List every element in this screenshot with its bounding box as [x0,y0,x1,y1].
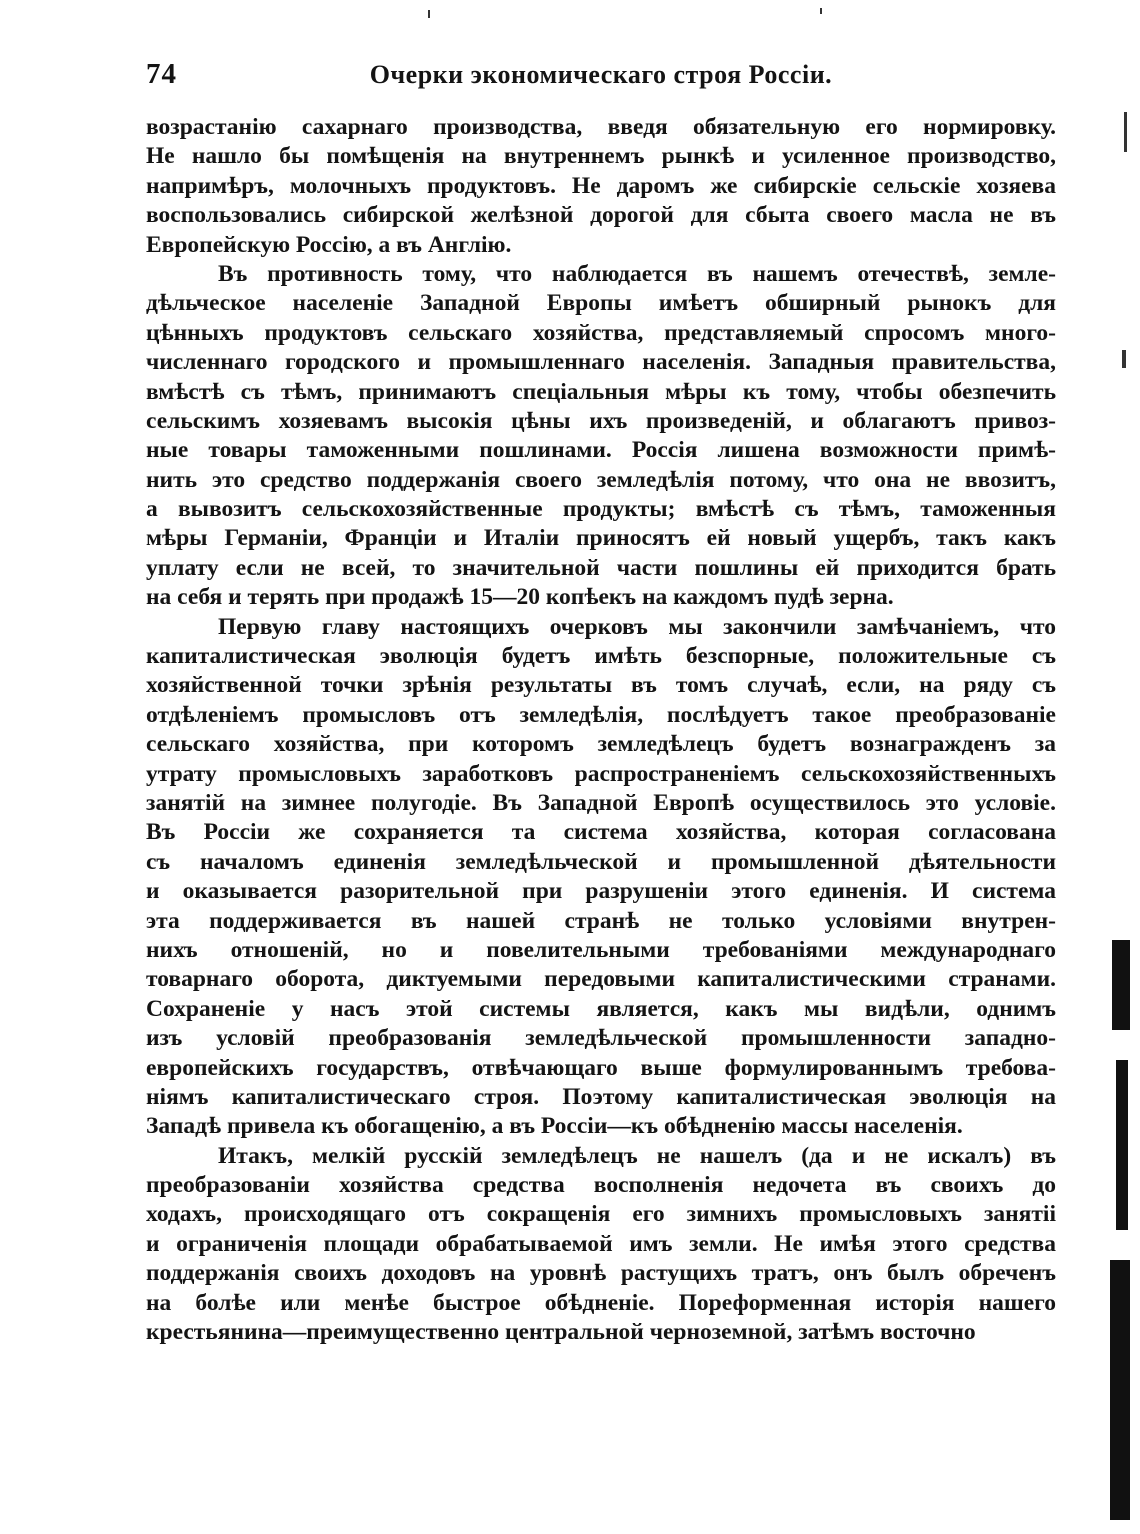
scan-speck [428,10,430,18]
text-line: на себя и терять при продажѣ 15—20 копѣекъ на каждомъ пудѣ зерна. [146,584,894,611]
text-line: утрату промысловыхъ заработковъ распространеніемъ сельскохозяйственныхъ [146,760,1056,787]
text-line: дѣльческое населеніе Западной Европы имѣетъ обширный рынокъ для [146,290,1056,317]
paragraph [146,613,1056,1142]
text-line: ніямъ капиталистическаго строя. Поэтому капиталистическая эволюція на [146,1083,1056,1110]
text-line: вмѣстѣ съ тѣмъ, принимаютъ спеціальныя мѣры къ тому, чтобы обезпечить [146,378,1056,405]
text-line: ходахъ, происходящаго отъ сокращенія его зимнихъ промысловыхъ занятіі [146,1201,1056,1228]
text-line: уплату если не всей, то значительной части пошлины ей приходится брать [146,554,1056,581]
scan-edge-shadow [1110,1260,1130,1520]
text-line: крестьянина—преимущественно центральной черноземной, затѣмъ восточно [146,1319,976,1346]
paragraph [146,113,1056,260]
text-line: капиталистическая эволюція будетъ имѣть безспорные, положительные съ [146,643,1056,670]
text-line: на болѣе или менѣе быстрое обѣдненіе. Пореформенная исторія нашего [146,1289,1056,1316]
text-line: отдѣленіемъ промысловъ отъ земледѣлія, послѣдуетъ такое преобразованіе [146,701,1056,728]
text-line: Не нашло бы помѣщенія на внутреннемъ рынкѣ и усиленное производство, [146,143,1056,170]
text-line: эта поддерживается въ нашей странѣ не только условіями внутрен- [146,907,1056,934]
body-text [146,113,1056,1347]
text-line: цѣнныхъ продуктовъ сельскаго хозяйства, представляемый спросомъ много- [146,319,1056,346]
text-line: сельскаго хозяйства, при которомъ земледѣлецъ будетъ вознагражденъ за [146,731,1056,758]
text-line: и оказывается разорительной при разрушеніи этого единенія. И система [146,878,1056,905]
text-line: возрастанію сахарнаго производства, введя обязательную его нормировку. [146,114,1056,140]
text-line: и ограниченія площади обрабатываемой имъ земли. Не имѣя этого средства [146,1230,1056,1257]
page-number: 74 [146,58,177,90]
text-line: съ началомъ единенія земледѣльческой и промышленной дѣятельности [146,848,1056,875]
running-title: Очерки экономическаго строя Россіи. [369,60,833,89]
text-line: товарнаго оборота, диктуемыми передовыми капиталистическими странами. [146,966,1056,993]
text-line: изъ условій преобразованія земледѣльческой промышленности западно- [146,1025,1056,1052]
page-header [146,58,1056,100]
text-line: Въ противность тому, что наблюдается въ нашемъ отечествѣ, земле- [218,260,1056,287]
text-line: а вывозитъ сельскохозяйственные продукты; вмѣстѣ съ тѣмъ, таможенныя [146,496,1056,523]
text-line: поддержанія своихъ доходовъ на уровнѣ растущихъ тратъ, онъ былъ обреченъ [146,1260,1056,1287]
text-line: занятій на зимнее полугодіе. Въ Западной Европѣ осуществилось это условіе. [146,789,1056,816]
text-line: численнаго городского и промышленнаго населенія. Западныя правительства, [146,349,1056,376]
text-line: Въ Россіи же сохраняется та система хозяйства, которая согласована [146,819,1056,846]
paragraph [146,260,1056,613]
text-line: хозяйственной точки зрѣнія результаты въ томъ случаѣ, если, на ряду съ [146,672,1056,699]
text-line: преобразованіи хозяйства средства восполненія недочета въ своихъ до [146,1172,1056,1199]
text-line: Сохраненіе у насъ этой системы является, какъ мы видѣли, однимъ [146,995,1056,1022]
text-line: мѣры Германіи, Франціи и Италіи приносятъ ей новый ущербъ, такъ какъ [146,525,1056,552]
text-line: ные товары таможенными пошлинами. Россія лишена возможности примѣ- [146,437,1056,464]
paragraph [146,1142,1056,1348]
text-line: нихъ отношеній, но и повелительными требованіями международнаго [146,936,1056,963]
text-line: нить это средство поддержанія своего земледѣлія потому, что она не ввозитъ, [146,466,1056,493]
text-line: Европейскую Россію, а въ Англію. [146,231,512,258]
text-line: воспользовались сибирской желѣзной дорогой для сбыта своего масла не въ [146,202,1056,229]
text-line: Первую главу настоящихъ очерковъ мы закончили замѣчаніемъ, что [218,613,1056,640]
scan-speck [1122,350,1126,368]
text-line: Западѣ привела къ обогащенію, а въ Россіи—къ обѣдненію массы населенія. [146,1113,963,1140]
text-line: европейскихъ государствъ, отвѣчающаго выше формулированнымъ требова- [146,1054,1056,1081]
scan-edge-shadow [1112,940,1130,1030]
text-line: Итакъ, мелкій русскій земледѣлецъ не нашелъ (да и не искалъ) въ [218,1142,1056,1169]
text-line: сельскимъ хозяевамъ высокія цѣны ихъ произведеній, и облагаютъ привоз- [146,407,1056,434]
scan-speck [820,8,822,14]
scan-speck [1124,112,1127,152]
scan-edge-shadow [1116,1060,1128,1230]
text-line: напримѣръ, молочныхъ продуктовъ. Не даромъ же сибирскіе сельскіе хозяева [146,172,1056,199]
